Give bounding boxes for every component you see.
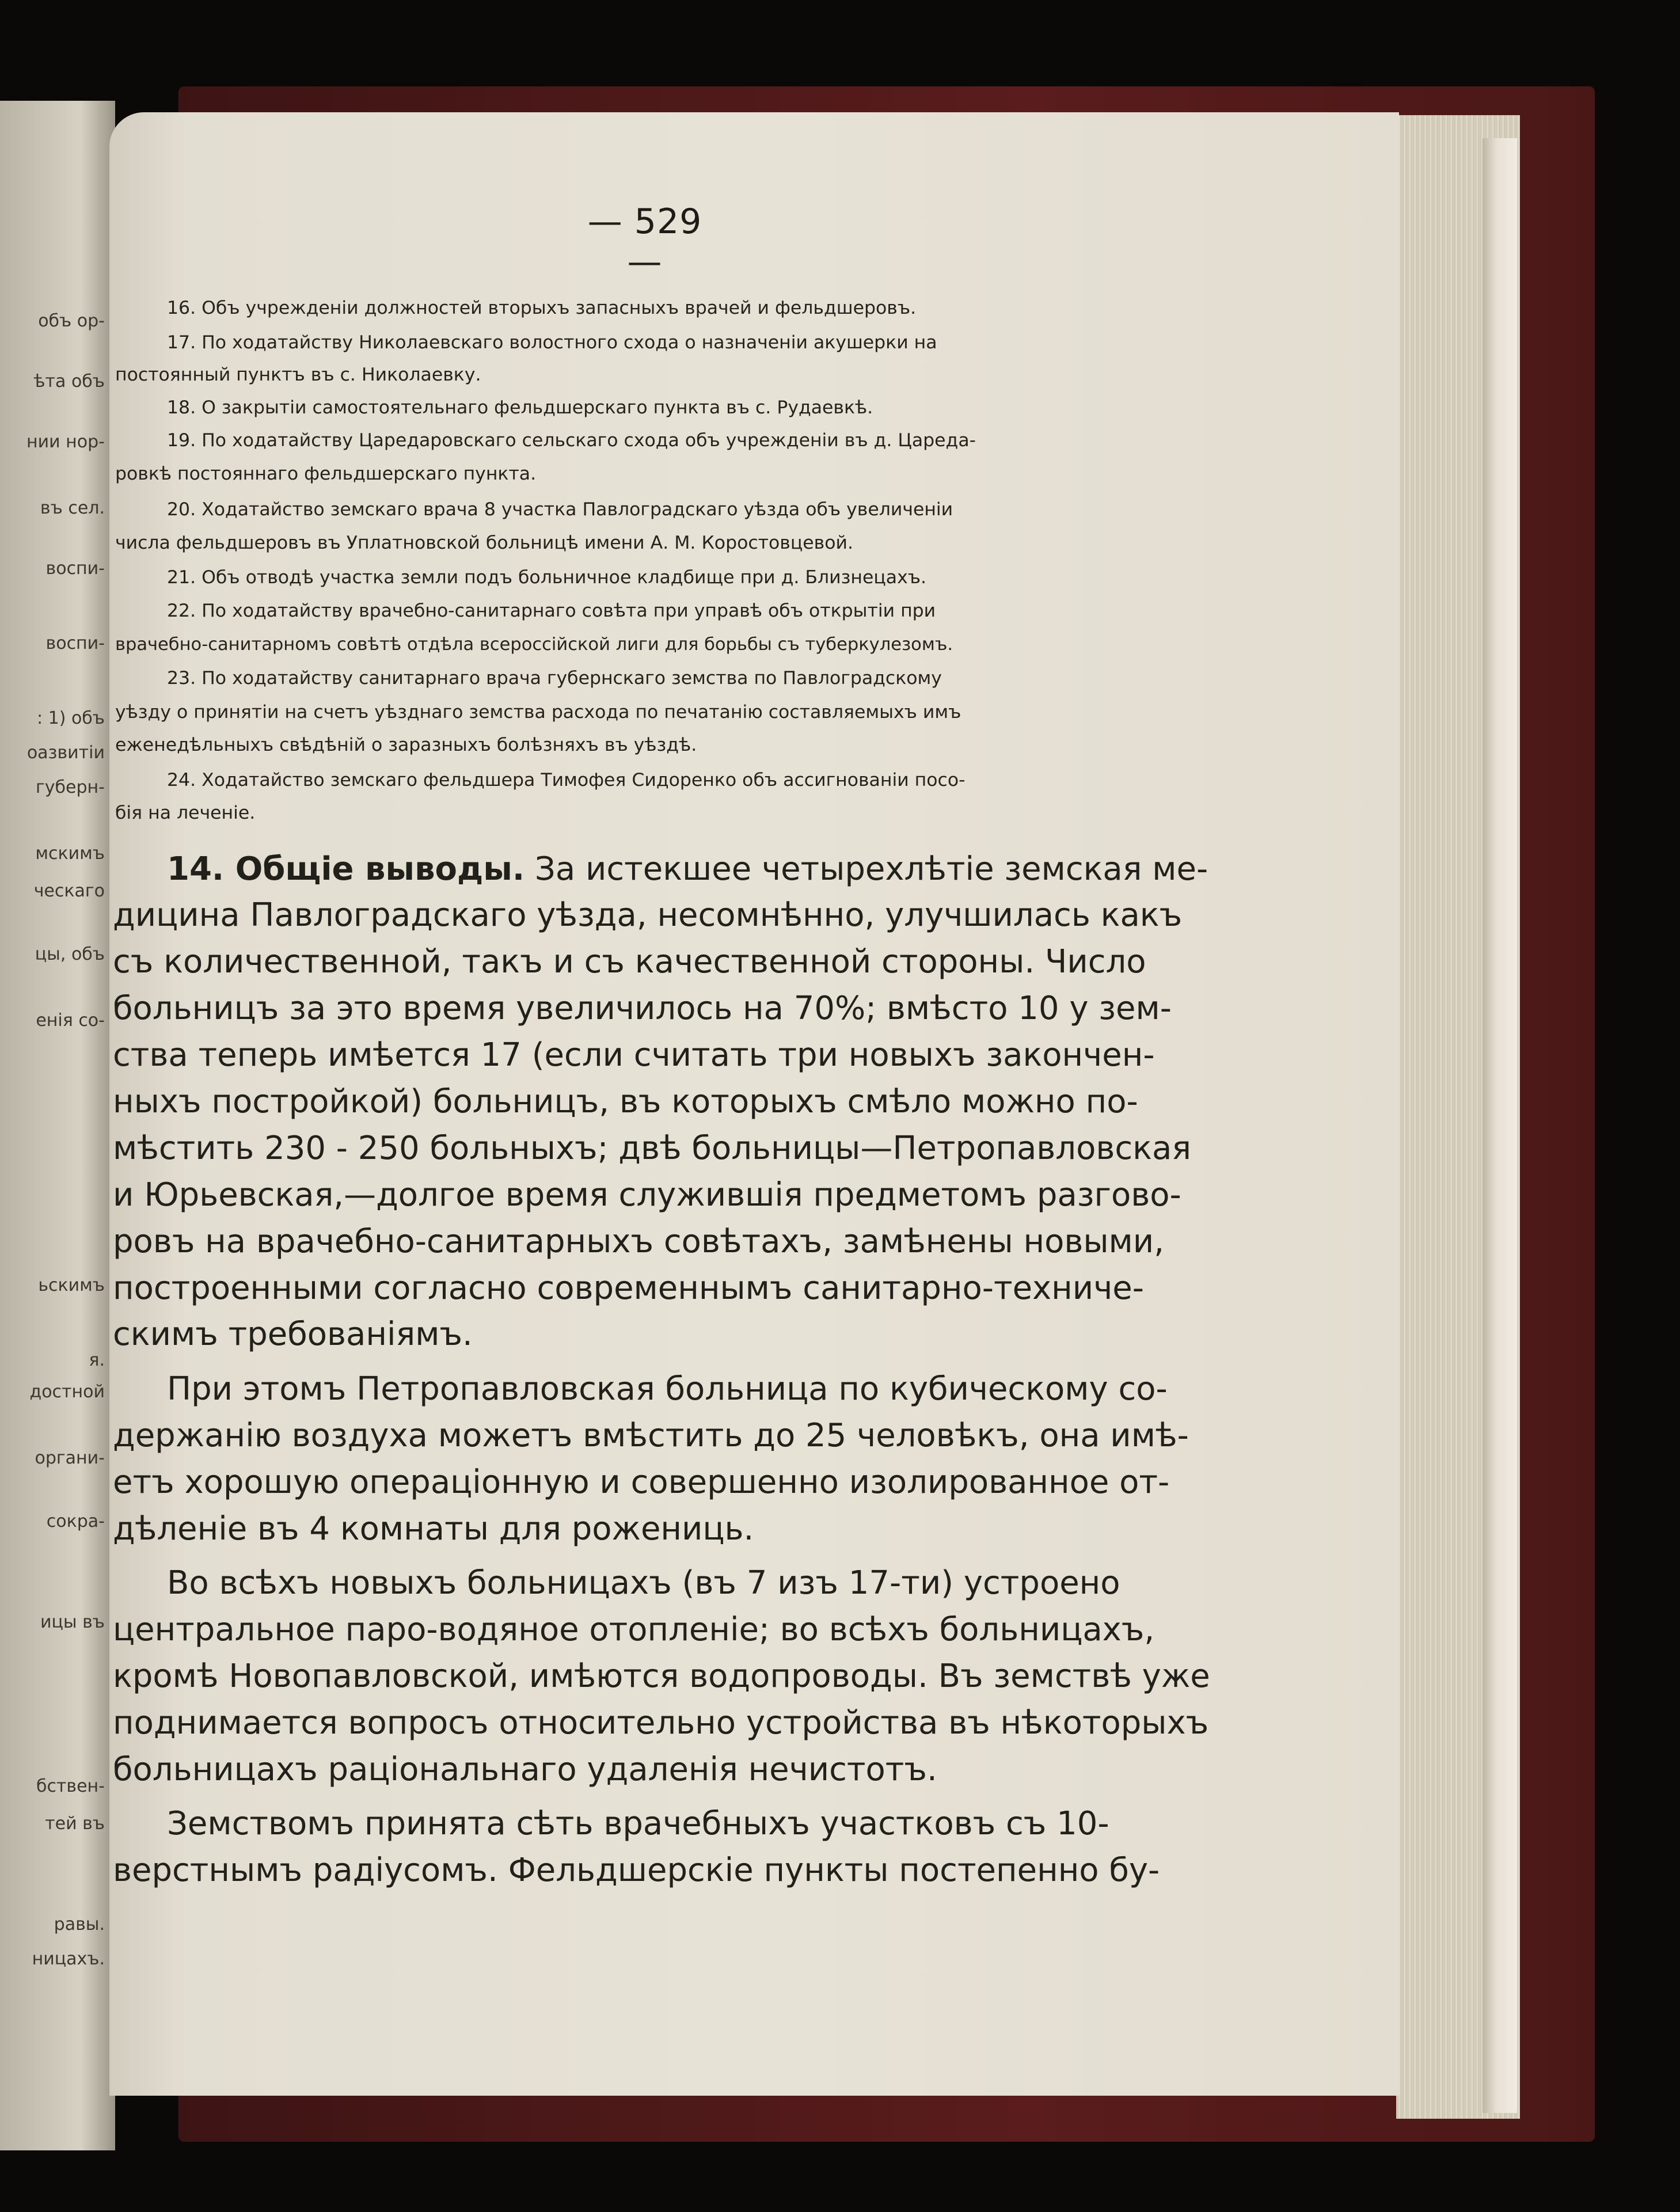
body-line: съ количественной, такъ и съ качественной стороны. Число (113, 943, 1146, 980)
body-line: етъ хорошую операціонную и совершенно изолированное от- (113, 1464, 1170, 1501)
list-item: уѣзду о принятіи на счетъ уѣзднаго земства расхода по печатанію составляемыхъ имъ (115, 702, 961, 723)
list-item: числа фельдшеровъ въ Уплатновской больницѣ имени А. М. Коростовцевой. (115, 533, 853, 553)
left-fragment: ьскимъ (38, 1275, 105, 1295)
body-line: больницъ за это время увеличилось на 70%; вмѣсто 10 у зем- (113, 990, 1172, 1027)
left-fragment: тей въ (45, 1814, 105, 1834)
left-fragment: объ ор- (38, 311, 105, 331)
left-fragment: цы, объ (35, 944, 105, 964)
left-fragment: оазвитіи (26, 743, 105, 763)
list-item: врачебно-санитарномъ совѣтѣ отдѣла всероссійской лиги для борьбы съ туберкулезомъ. (115, 634, 953, 655)
body-line: построенными согласно современнымъ санитарно-техниче- (113, 1270, 1144, 1307)
body-line: За истекшее четырехлѣтіе земская ме- (524, 850, 1208, 888)
body-line: и Юрьевская,—долгое время служившія предметомъ разгово- (113, 1176, 1181, 1214)
page-fold (1483, 138, 1517, 2113)
left-fragment: мскимъ (35, 843, 105, 864)
page-edges (1396, 115, 1520, 2119)
section-heading: 14. Общіе выводы. (167, 850, 525, 888)
body-line: дицина Павлоградскаго уѣзда, несомнѣнно, улучшилась какъ (113, 896, 1183, 934)
body-line: Земствомъ принята сѣть врачебныхъ участковъ съ 10- (167, 1805, 1109, 1842)
left-fragment: ѣта объ (33, 371, 105, 392)
left-fragment: : 1) объ (36, 708, 105, 728)
left-fragment: губерн- (36, 777, 105, 797)
body-line: мѣстить 230 - 250 больныхъ; двѣ больницы—Петропавловская (113, 1130, 1191, 1167)
left-fragment: енія со- (36, 1010, 105, 1031)
left-fragment: въ сел. (40, 498, 105, 518)
section-paragraph-line (167, 850, 1255, 888)
list-item: бія на леченіе. (115, 803, 256, 823)
list-item: 24. Ходатайство земскаго фельдшера Тимофея Сидоренко объ ассигнованіи посо- (167, 770, 966, 790)
left-fragment: органи- (35, 1448, 105, 1468)
list-item: 17. По ходатайству Николаевскаго волостного схода о назначеніи акушерки на (167, 332, 937, 353)
body-line: верстнымъ радіусомъ. Фельдшерскіе пункты постепенно бу- (113, 1852, 1160, 1889)
left-fragment: я. (89, 1350, 105, 1370)
list-item: 18. О закрытіи самостоятельнаго фельдшерскаго пункта въ с. Рудаевкѣ. (167, 397, 873, 418)
list-item: постоянный пунктъ въ с. Николаевку. (115, 364, 481, 385)
left-fragment: нии нор- (26, 432, 105, 452)
left-fragment: воспи- (45, 558, 105, 579)
body-line: ства теперь имѣется 17 (если считать три новыхъ закончен- (113, 1036, 1155, 1074)
body-line: кромѣ Новопавловской, имѣются водопроводы. Въ земствѣ уже (113, 1658, 1210, 1695)
left-fragment: равы. (54, 1914, 105, 1934)
list-item: 22. По ходатайству врачебно-санитарнаго совѣта при управѣ объ открытіи при (167, 600, 936, 621)
list-item: 21. Объ отводѣ участка земли подъ больничное кладбище при д. Близнецахъ. (167, 567, 927, 588)
body-line: При этомъ Петропавловская больница по кубическому со- (167, 1370, 1168, 1408)
left-fragment: достной (29, 1382, 105, 1402)
list-item: 20. Ходатайство земскаго врача 8 участка Павлоградскаго уѣзда объ увеличеніи (167, 499, 953, 520)
left-fragment: ческаго (33, 881, 105, 901)
body-line: больницахъ раціональнаго удаленія нечистотъ. (113, 1751, 937, 1788)
list-item: ровкѣ постояннаго фельдшерскаго пункта. (115, 463, 537, 484)
list-item: 16. Объ учрежденіи должностей вторыхъ запасныхъ врачей и фельдшеровъ. (167, 298, 917, 318)
left-fragment: бствен- (36, 1776, 105, 1796)
body-line: держанію воздуха можетъ вмѣстить до 25 человѣкъ, она имѣ- (113, 1417, 1189, 1454)
left-fragment: ницахъ. (32, 1949, 105, 1969)
left-fragment: воспи- (45, 633, 105, 653)
left-fragment: ицы въ (40, 1612, 105, 1632)
body-line: ровъ на врачебно-санитарныхъ совѣтахъ, замѣнены новыми, (113, 1223, 1164, 1260)
body-line: ныхъ постройкой) больницъ, въ которыхъ смѣло можно по- (113, 1083, 1138, 1120)
list-item: 19. По ходатайству Царедаровскаго сельскаго схода объ учрежденіи въ д. Цареда- (167, 430, 976, 451)
body-line: центральное паро-водяное отопленіе; во всѣхъ больницахъ, (113, 1611, 1155, 1648)
list-item: 23. По ходатайству санитарнаго врача губернскаго земства по Павлоградскому (167, 668, 942, 689)
body-line: скимъ требованіямъ. (113, 1316, 473, 1353)
previous-page (0, 101, 115, 2150)
body-line: Во всѣхъ новыхъ больницахъ (въ 7 изъ 17-ти) устроено (167, 1564, 1120, 1602)
list-item: еженедѣльныхъ свѣдѣній о заразныхъ болѣзняхъ въ уѣздѣ. (115, 735, 697, 755)
left-fragment: сокра- (46, 1511, 105, 1531)
page-number: — 529 — (587, 202, 702, 282)
body-line: дѣленіе въ 4 комнаты для рожениць. (113, 1510, 754, 1548)
body-line: поднимается вопросъ относительно устройства въ нѣкоторыхъ (113, 1704, 1209, 1742)
